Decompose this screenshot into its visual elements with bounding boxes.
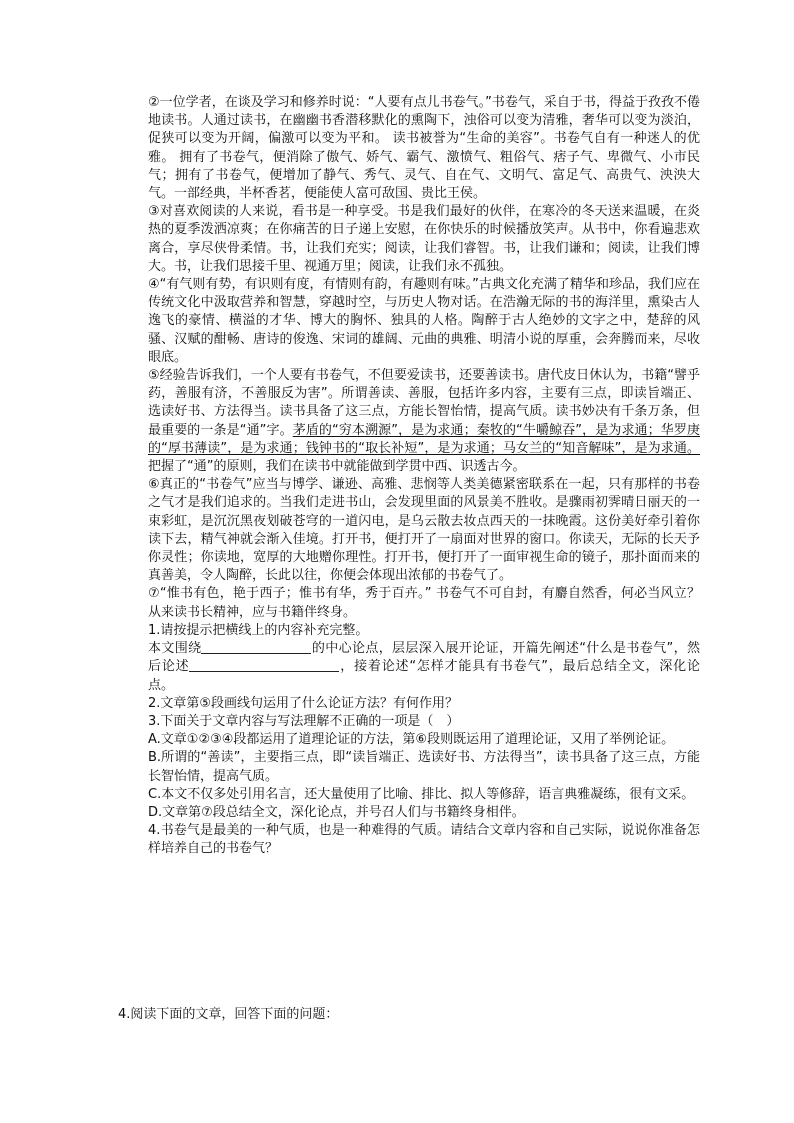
question-3-option-a: A.文章①②③④段都运用了道理论证的方法，第⑥段则既运用了道理论证，又用了举例论证。: [148, 732, 675, 748]
question-2: 2.文章第⑤段画线句运用了什么论证方法？有何作用？: [148, 695, 459, 711]
paragraph-5-intro: ⑤经验告诉我们，一个人要有书卷气，不但要爱读书，还要善读书。唐代皮日休认为，书籍“譬乎药，善服有济，不善服反为害”。所谓善读、善服，包括许多内容，主要有三点，即读旨端正、选读好书、方法得当。读书具备了这三点，方能长智怡情，提高气质。读书妙决有千条万条，但最重要的一条是“通”字。: [148, 368, 700, 438]
paragraph-7: ⑦“惟书有色，艳于西子；惟书有华，秀于百卉。” 书卷气不可自封，有麝自然香，何必当风立？从来读书长精神，应与书籍伴终身。: [148, 586, 700, 620]
paragraph-5-conclusion: 把握了“通”的原则，我们在读书中就能做到学贯中西、识透古今。: [148, 459, 526, 475]
question-3-option-c: C.本文不仅多处引用名言，还大量使用了比喻、排比、拟人等修辞，语言典雅凝练，很有文采。: [148, 786, 695, 802]
answer-blank-1[interactable]: [201, 640, 311, 654]
paragraph-4: ④“有气则有势，有识则有度，有情则有韵，有趣则有味。”古典文化充满了精华和珍品，我们应在传统文化中汲取营养和智慧，穿越时空，与历史人物对话。在浩瀚无际的书的海洋里，熏染古人逸飞的豪情、横溢的才华、博大的胸怀、独具的人格。陶醉于古人绝妙的文字之中，楚辞的风骚、汉赋的酣畅、唐诗的俊逸、宋词的雄阔、元曲的典雅、明清小说的厚重，会奔腾而来，尽收眼底。: [148, 277, 700, 365]
question-1-part-a: 本文围绕: [148, 641, 202, 657]
question-3: 3.下面关于文章内容与写法理解不正确的一项是（ ）: [148, 713, 460, 729]
question-1-part-c: ，接着论述“怎样才能具有书卷气”，最后总结全文，深化论点。: [148, 659, 700, 693]
question-1-part-b: 的中心论点，层层深入展开论证，开篇先阐述“什么是书卷气”，然后论述: [148, 641, 700, 675]
question-3-option-b: B.所谓的“善读”，主要指三点，即“读旨端正、选读好书、方法得当”，读书具备了这三点，方能长智怡情，提高气质。: [148, 750, 700, 784]
next-section-heading: 4.阅读下面的文章，回答下面的问题：: [118, 1007, 339, 1022]
paragraph-3: ③对喜欢阅读的人来说，看书是一种享受。书是我们最好的伙伴，在寒冷的冬天送来温暖，在炎热的夏季泼洒凉爽；在你痛苦的日子递上安慰，在你快乐的时候播放笑声。从书中，你看遍悲欢离合，享尽侠骨柔情。书，让我们充实；阅读，让我们睿智。书，让我们谦和；阅读，让我们博大。书，让我们思接千里、视通万里；阅读，让我们永不孤独。: [148, 204, 700, 274]
question-3-option-d: D.文章第⑦段总结全文，深化论点，并号召人们与书籍终身相伴。: [148, 804, 525, 820]
question-4: 4.书卷气是最美的一种气质，也是一种难得的气质。请结合文章内容和自己实际，说说你准备怎样培养自己的书卷气？: [148, 823, 700, 857]
paragraph-2: ②一位学者，在谈及学习和修养时说：“人要有点儿书卷气。”书卷气，采自于书，得益于孜孜不倦地读书。人通过读书，在幽幽书香潜移默化的熏陶下，浊俗可以变为清雅，奢华可以变为淡泊，促狭可以变为开阔，偏激可以变为平和。 读书被誉为“生命的美容”。书卷气自有一种迷人的优雅。 拥有了书卷气，便消除了傲气、娇气、霸气、激愤气、粗俗气、痞子气、卑微气、小市民气；拥有了书卷气，便增加了静气、秀气、灵气、自在气、文明气、富足气、高贵气、泱泱大气。一部经典，半杯香茗，便能使人富可敌国、贵比王侯。: [148, 95, 700, 202]
answer-blank-2[interactable]: [189, 658, 339, 672]
question-1-body: [148, 640, 700, 695]
paragraph-5: [148, 367, 700, 476]
question-1-title: 1.请按提示把横线上的内容补充完整。: [148, 622, 369, 638]
reading-passage: [148, 94, 700, 859]
paragraph-6: ⑥真正的“书卷气”应当与博学、谦逊、高雅、悲悯等人类美德紧密联系在一起，只有那样的书卷之气才是我们追求的。当我们走进书山，会发现里面的风景美不胜收。是骤雨初霁晴日丽天的一束彩虹，是沉沉黑夜划破苍穹的一道闪电，是乌云散去妆点西天的一抹晚霞。这份美好牵引着你读下去，精气神就会渐入佳境。打开书，便打开了一扇面对世界的窗口。你读天，无际的长天予你灵性；你读地，宽厚的大地赠你理性。打开书，便打开了一面审视生命的镜子，那扑面而来的真善美，令人陶醉，长此以往，你便会体现出浓郁的书卷气了。: [148, 477, 700, 584]
underlined-sentence: 茅盾的“穷本溯源”，是为求通；秦牧的“牛嚼鲸吞”，是为求通；华罗庚的“厚书薄读”，是为求通；钱钟书的“取长补短”，是为求通；马女兰的“知音解味”，是为求通。: [148, 422, 700, 456]
